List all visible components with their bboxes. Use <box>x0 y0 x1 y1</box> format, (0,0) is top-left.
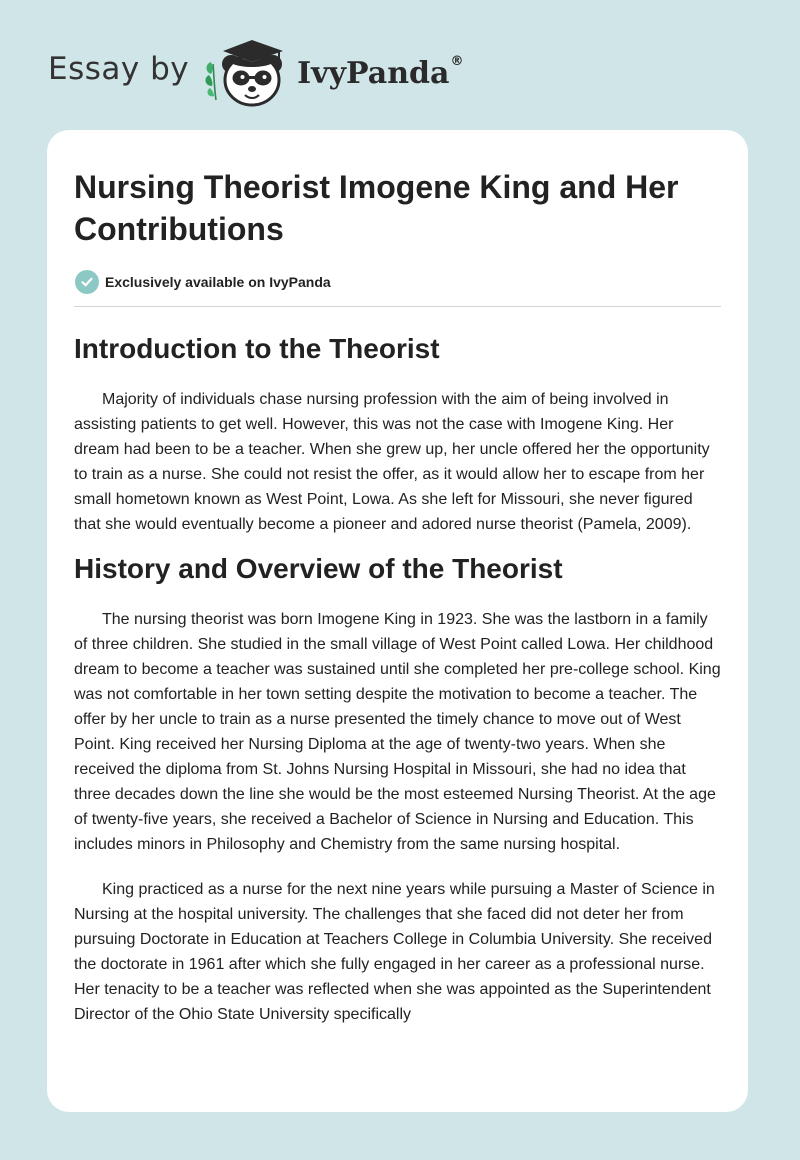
paragraph: The nursing theorist was born Imogene King in 1923. She was the lastborn in a family of three children. She studied in the small village of West Point called Lowa. Her childhood dream to become a teacher was sustained until she completed her pre-college school. King was not comfortable in her town setting despite the motivation to become a teacher. The offer by her uncle to train as a nurse presented the timely chance to move out of West Point. King received her Nursing Diploma at the age of twenty-two years. When she received the diploma from St. Johns Nursing Hospital in Missouri, she had no idea that three decades down the line she would be the most esteemed Nursing Theorist. At the age of twenty-five years, she received a Bachelor of Science in Nursing and Education. This includes minors in Philosophy and Chemistry from the same nursing hospital. <box>74 611 721 853</box>
brand-text: IvyPanda <box>297 55 450 91</box>
essay-title: Nursing Theorist Imogene King and Her Contributions <box>74 169 679 247</box>
exclusive-badge-text: Exclusively available on IvyPanda <box>105 274 331 290</box>
exclusive-badge <box>74 270 721 294</box>
check-icon <box>75 270 99 294</box>
brand-name[interactable] <box>297 53 464 91</box>
title-divider <box>74 306 721 307</box>
essay-card <box>47 130 748 1112</box>
section-heading: History and Overview of the Theorist <box>74 553 563 584</box>
section-heading: Introduction to the Theorist <box>74 333 440 364</box>
paragraph: Majority of individuals chase nursing profession with the aim of being involved in assisting patients to get well. However, this was not the case with Imogene King. Her dream had been to be a teacher. When she grew up, her uncle offered her the opportunity to train as a nurse. She could not resist the offer, as it would allow her to escape from her small hometown known as West Point, Lowa. As she left for Missouri, she never figured that she would eventually become a pioneer and adored nurse theorist (Pamela, 2009). <box>74 391 710 533</box>
site-header <box>48 34 463 110</box>
paragraph: King practiced as a nurse for the next nine years while pursuing a Master of Science in Nursing at the hospital university. The challenges that she faced did not deter her from pursuing Doctorate in Education at Teachers College in Columbia University. She received the doctorate in 1961 after which she fully engaged in her career as a professional nurse. Her tenacity to be a teacher was reflected when she was appointed as the Superintendent Director of the Ohio State University specifically <box>74 881 715 1023</box>
ivypanda-logo-icon[interactable] <box>203 34 293 110</box>
registered-mark: ® <box>450 53 464 69</box>
essay-by-label: Essay by <box>48 51 190 87</box>
